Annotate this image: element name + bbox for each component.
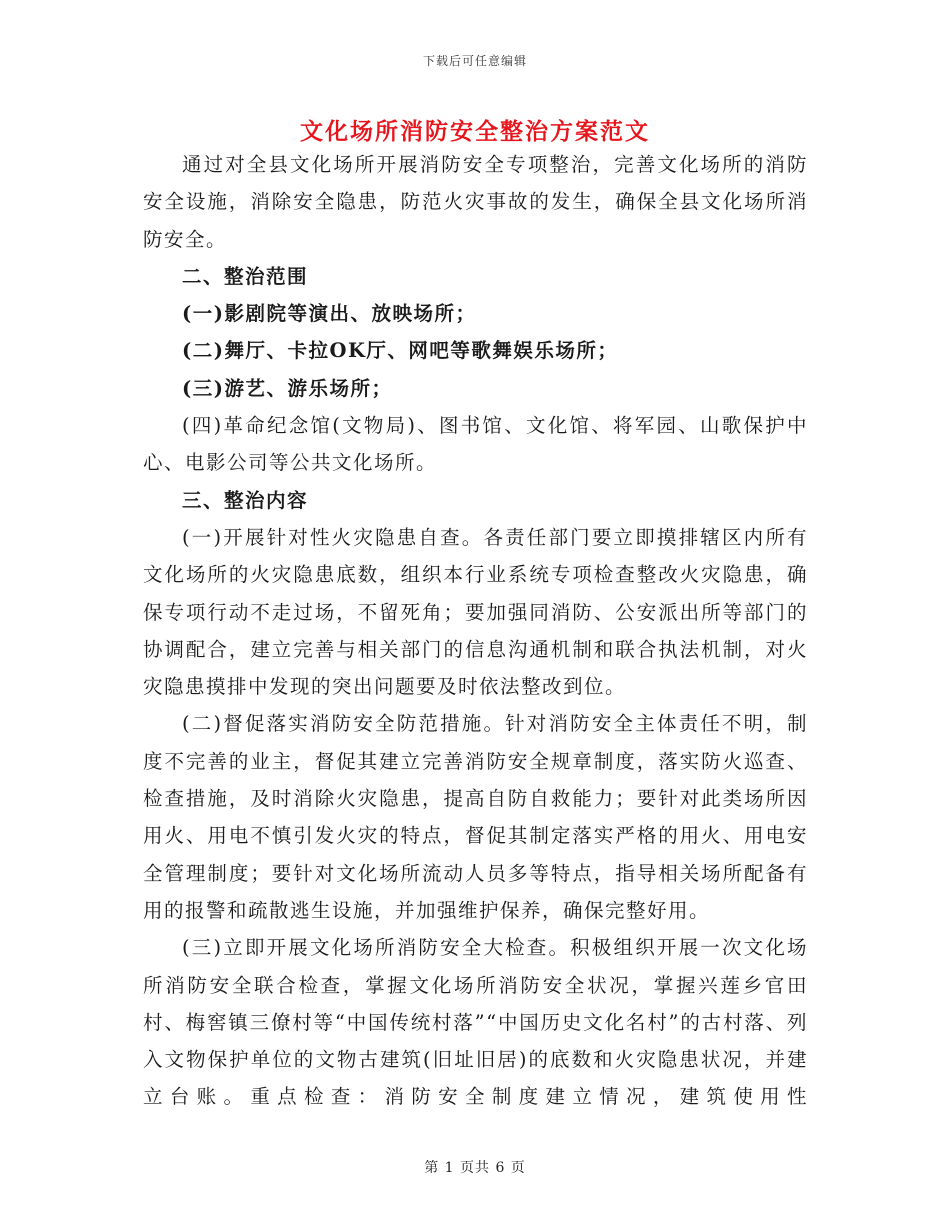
heading-scope: 二、整治范围 [182, 264, 309, 288]
document-body [143, 146, 808, 1116]
scope-item-4: (四)革命纪念馆(文物局)、图书馆、文化馆、将军园、山歌保护中心、电影公司等公共文化场所。 [143, 414, 808, 475]
content-item-3: (三)立即开展文化场所消防安全大检查。积极组织开展一次文化场所消防安全联合检查，掌握文化场所消防安全状况，掌握兴莲乡官田村、梅窖镇三僚村等“中国传统村落”“中国历史文化名村”的古村落、列入文物保护单位的文物古建筑(旧址旧居)的底数和火灾隐患状况，并建立台账。重点检查：消防安全制度建立情况，建筑使用性 [143, 936, 808, 1109]
scope-item-1: (一)影剧院等演出、放映场所； [182, 302, 477, 326]
heading-content: 三、整治内容 [182, 488, 309, 512]
scope-item-3: (三)游艺、游乐场所； [182, 376, 393, 400]
content-item-1: (一)开展针对性火灾隐患自查。各责任部门要立即摸排辖区内所有文化场所的火灾隐患底数，组织本行业系统专项检查整改火灾隐患，确保专项行动不走过场，不留死角；要加强同消防、公安派出所等部门的协调配合，建立完善与相关部门的信息沟通机制和联合执法机制，对火灾隐患摸排中发现的突出问题要及时依法整改到位。 [143, 525, 808, 699]
page-number: 第 1 页共 6 页 [424, 1160, 526, 1176]
content-item-2: (二)督促落实消防安全防范措施。针对消防安全主体责任不明，制度不完善的业主，督促其建立完善消防安全规章制度，落实防火巡查、检查措施，及时消除火灾隐患，提高自防自救能力；要针对此类场所因用火、用电不慎引发火灾的特点，督促其制定落实严格的用火、用电安全管理制度；要针对文化场所流动人员多等特点，指导相关场所配备有用的报警和疏散逃生设施，并加强维护保养，确保完整好用。 [143, 712, 808, 922]
scope-item-2: (二)舞厅、卡拉OK厅、网吧等歌舞娱乐场所； [182, 339, 619, 363]
paragraph-intro: 通过对全县文化场所开展消防安全专项整治，完善文化场所的消防安全设施，消除安全隐患，防范火灾事故的发生，确保全县文化场所消防安全。 [143, 153, 808, 251]
document-title: 文化场所消防安全整治方案范文 [300, 118, 650, 145]
header-note: 下载后可任意编辑 [422, 54, 527, 68]
